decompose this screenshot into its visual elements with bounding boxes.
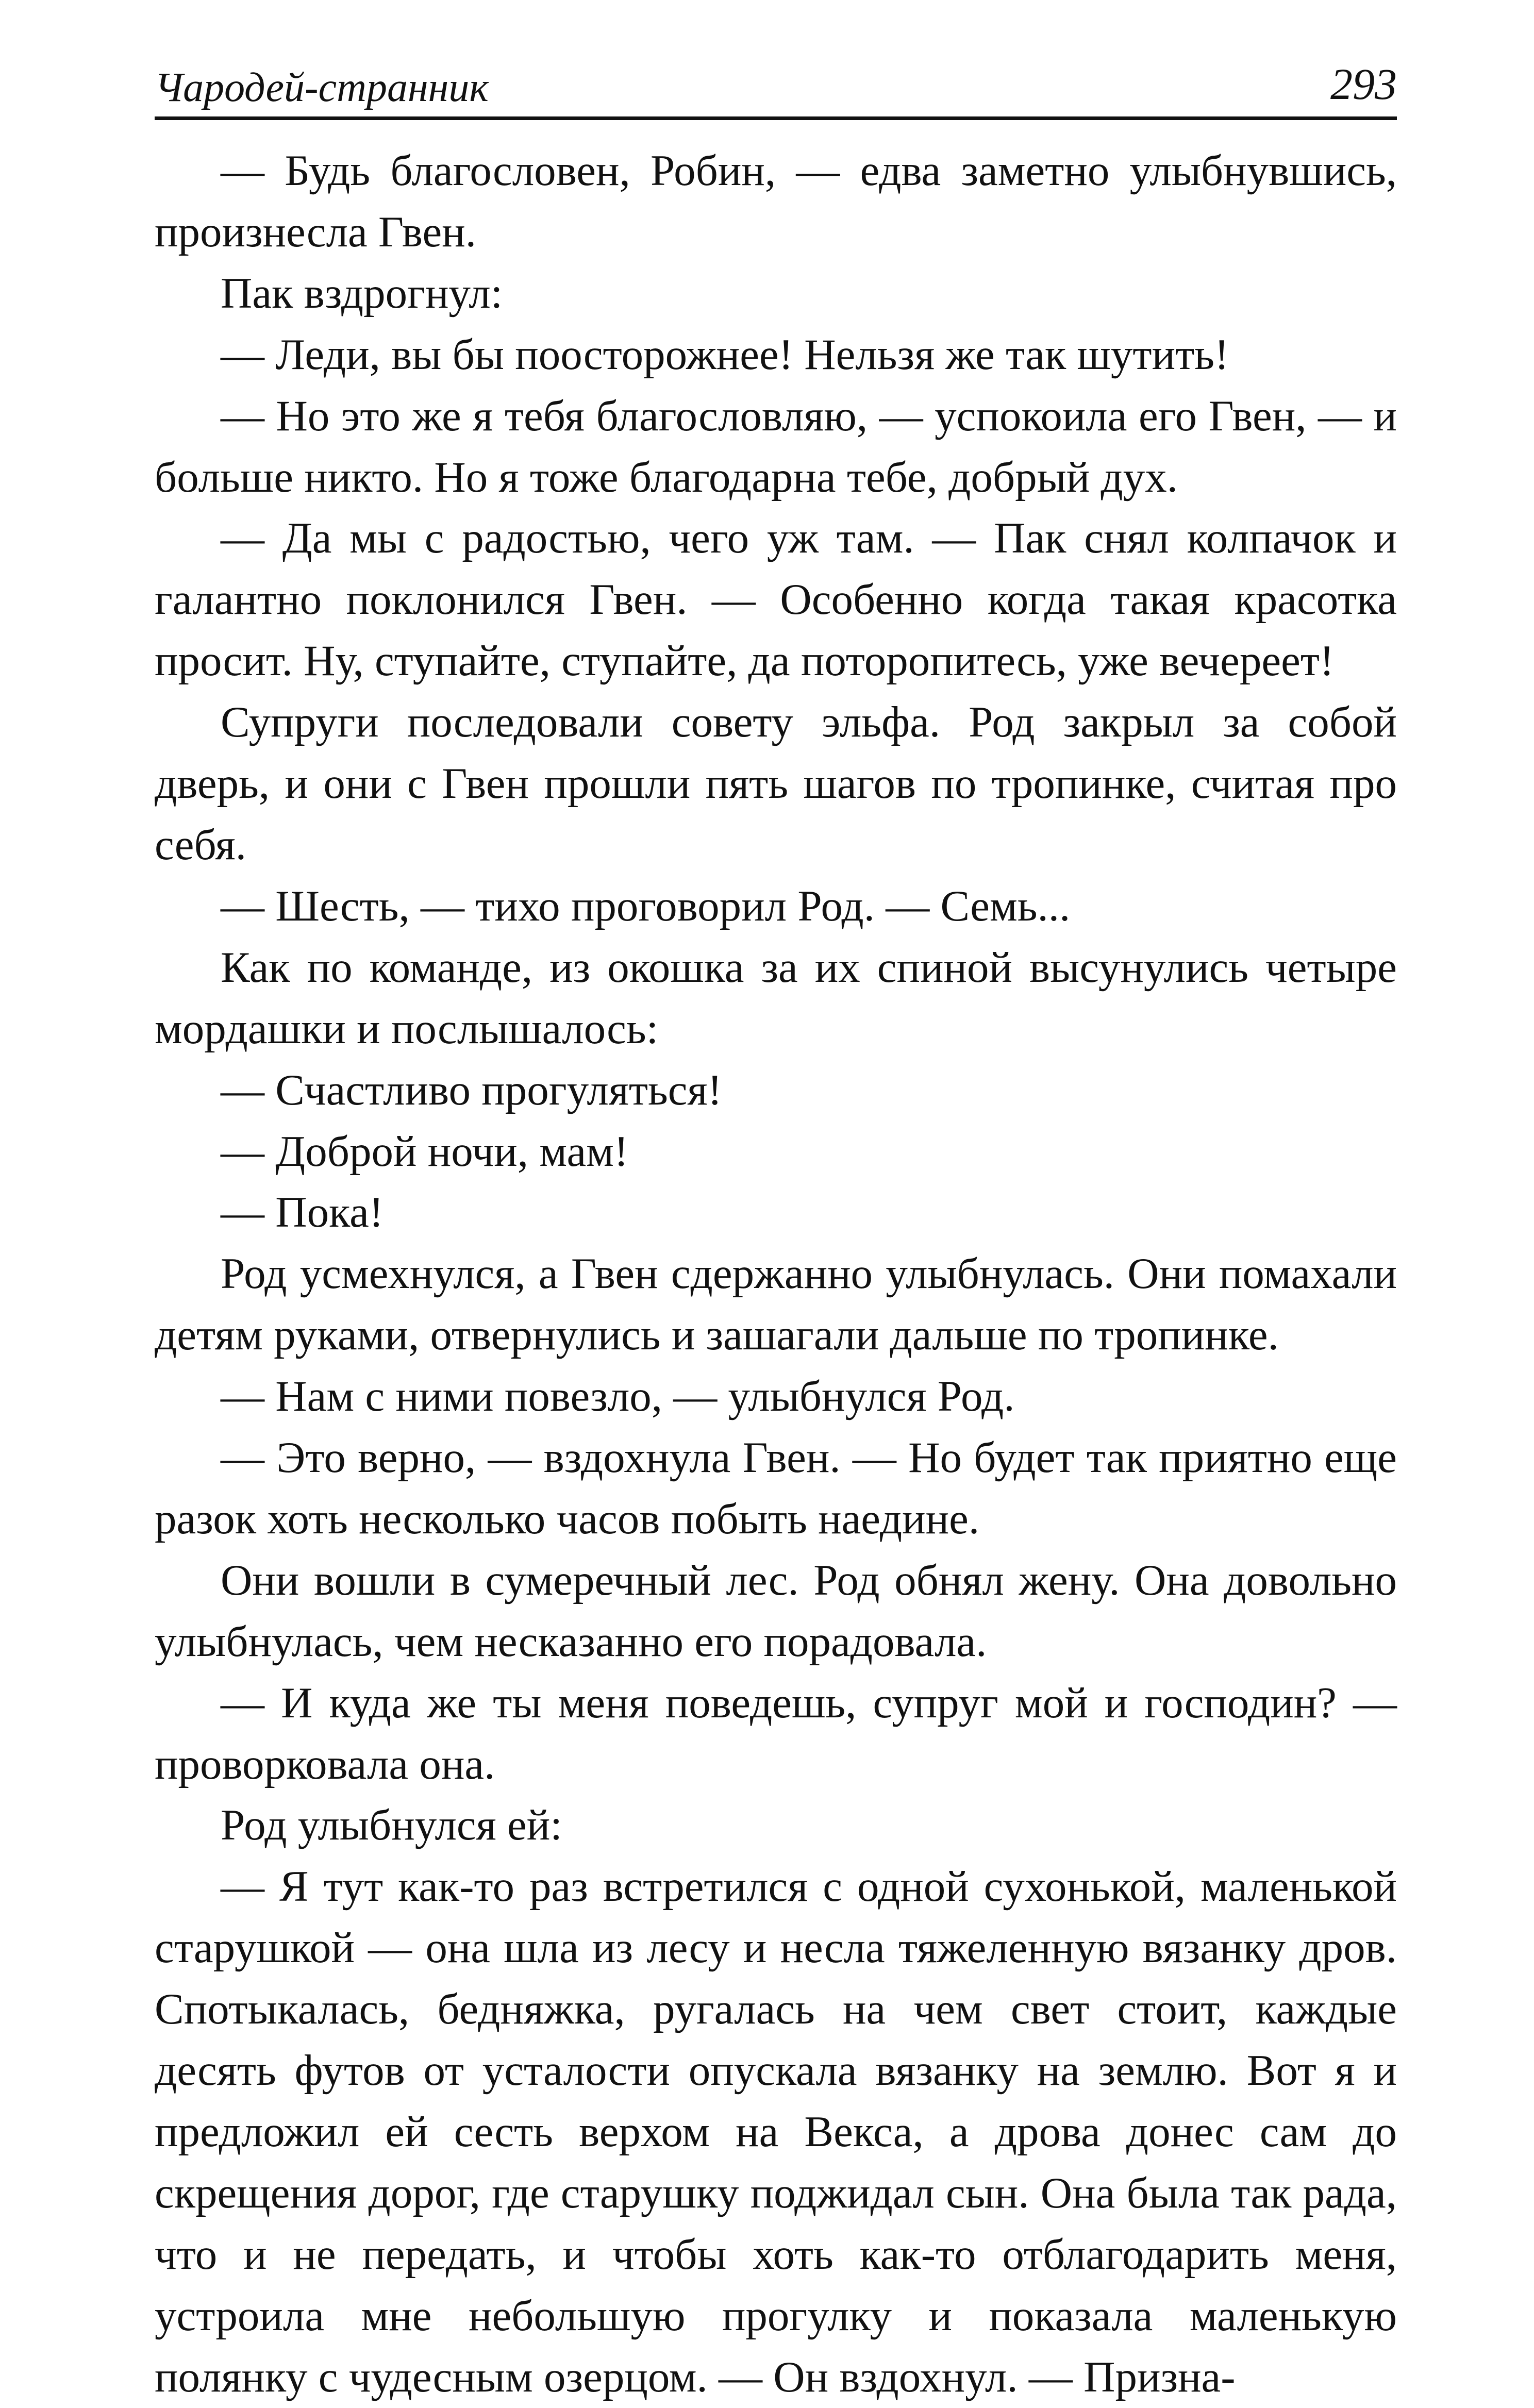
running-title: Чародей-странник [155, 65, 489, 110]
paragraph: — Но это же я тебя благословляю, — успокоила его Гвен, — и больше никто. Но я тоже благодарна тебе, добрый дух. [155, 391, 1397, 501]
page-number: 293 [1330, 59, 1397, 109]
paragraph: — Будь благословен, Робин, — едва заметно улыбнувшись, произнесла Гвен. [155, 146, 1397, 256]
paragraph: — Шесть, — тихо проговорил Род. — Семь... [221, 881, 1071, 930]
paragraph: — Счастливо прогуляться! [221, 1065, 722, 1114]
paragraph: Род улыбнулся ей: [221, 1801, 562, 1850]
paragraph: Они вошли в сумеречный лес. Род обнял жену. Она довольно улыбнулась, чем несказанно его порадовала. [155, 1556, 1397, 1666]
paragraph: Как по команде, из окошка за их спиной высунулись четыре мордашки и послышалось: [155, 943, 1397, 1053]
paragraph: Супруги последовали совету эльфа. Род закрыл за собой дверь, и они с Гвен прошли пять шагов по тропинке, считая про себя. [155, 698, 1397, 869]
paragraph: Пак вздрогнул: [221, 269, 503, 317]
paragraph: — Это верно, — вздохнула Гвен. — Но будет так приятно еще разок хоть несколько часов побыть наедине. [155, 1433, 1397, 1543]
paragraph: — Нам с ними повезло, — улыбнулся Род. [221, 1372, 1015, 1421]
paragraph: Род усмехнулся, а Гвен сдержанно улыбнулась. Они помахали детям руками, отвернулись и зашагали дальше по тропинке. [155, 1249, 1397, 1360]
paragraph: — Доброй ночи, мам! [221, 1127, 629, 1176]
body-text [155, 140, 1397, 2408]
paragraph: — И куда же ты меня поведешь, супруг мой и господин? — проворковала она. [155, 1678, 1397, 1788]
running-head [155, 57, 1397, 113]
paragraph: — Да мы с радостью, чего уж там. — Пак снял колпачок и галантно поклонился Гвен. — Особенно когда такая красотка просит. Ну, ступайте, ступайте, да поторопитесь, уже вечереет! [155, 514, 1397, 685]
paragraph: — Пока! [221, 1188, 384, 1237]
header-rule [155, 116, 1397, 120]
paragraph: — Леди, вы бы поосторожнее! Нельзя же так шутить! [221, 330, 1229, 379]
paragraph: — Я тут как-то раз встретился с одной сухонькой, маленькой старушкой — она шла из лесу и несла тяжеленную вязанку дров. Спотыкалась, бедняжка, ругалась на чем свет стоит, каждые десять футов от усталости опускала вязанку на землю. Вот я и предложил ей сесть верхом на Векса, а дрова донес сам до скрещения дорог, где старушку поджидал сын. Она была так рада, что и не передать, и чтобы хоть как-то отблагодарить меня, устроила мне небольшую прогулку и показала маленькую полянку с чудесным озерцом. — Он вздохнул. — Призна- [155, 1862, 1397, 2401]
